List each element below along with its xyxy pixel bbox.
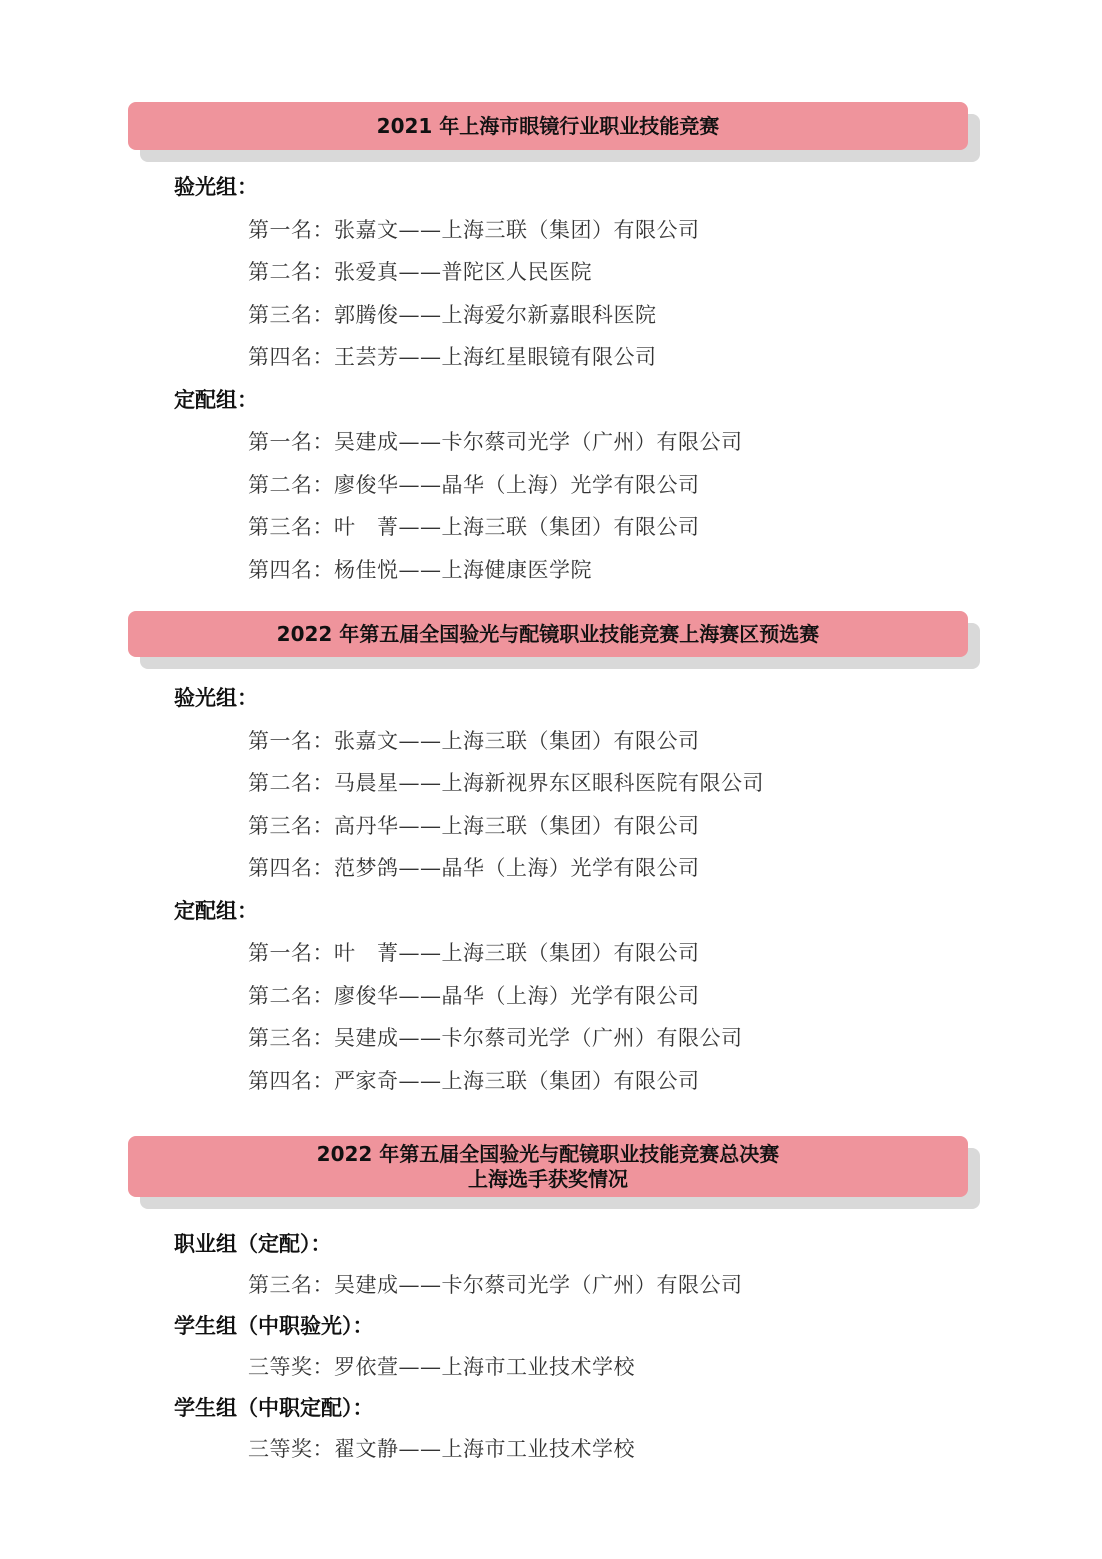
award-entry: 三等奖：翟文静——上海市工业技术学校 [248,1437,635,1461]
group-title-fitting: 定配组： [174,899,258,923]
banner-title-line: 2022 年第五届全国验光与配镜职业技能竞赛总决赛 [316,1141,780,1166]
award-entry: 第二名：廖俊华——晶华（上海）光学有限公司 [248,984,700,1008]
award-entry: 第二名：廖俊华——晶华（上海）光学有限公司 [248,473,700,497]
banner-title [128,611,968,657]
group-title-fitting: 定配组： [174,388,258,412]
award-entry: 三等奖：罗依萱——上海市工业技术学校 [248,1355,635,1379]
award-entry: 第四名：杨佳悦——上海健康医学院 [248,558,592,582]
award-entry: 第四名：王芸芳——上海红星眼镜有限公司 [248,345,657,369]
group-title-optometry: 验光组： [174,686,258,710]
section-banner [128,102,968,150]
award-entry: 第三名：郭腾俊——上海爱尔新嘉眼科医院 [248,303,657,327]
banner-title [128,1136,968,1197]
award-entry: 第二名：张爱真——普陀区人民医院 [248,260,592,284]
group-title-student-fitting: 学生组（中职定配）： [174,1396,374,1420]
banner-title [128,102,968,150]
award-entry: 第二名：马晨星——上海新视界东区眼科医院有限公司 [248,771,764,795]
award-entry: 第四名：严家奇——上海三联（集团）有限公司 [248,1069,700,1093]
award-entry: 第一名：张嘉文——上海三联（集团）有限公司 [248,218,700,242]
banner-title-line: 上海选手获奖情况 [468,1166,628,1191]
award-entry: 第三名：吴建成——卡尔蔡司光学（广州）有限公司 [248,1026,743,1050]
group-title-optometry: 验光组： [174,175,258,199]
award-entry: 第一名：叶 菁——上海三联（集团）有限公司 [248,941,700,965]
banner-title-line: 2022 年第五届全国验光与配镜职业技能竞赛上海赛区预选赛 [276,621,820,646]
award-entry: 第一名：吴建成——卡尔蔡司光学（广州）有限公司 [248,430,743,454]
banner-title-line: 2021 年上海市眼镜行业职业技能竞赛 [376,113,720,138]
group-title-professional-fitting: 职业组（定配）： [174,1232,332,1256]
award-entry: 第三名：叶 菁——上海三联（集团）有限公司 [248,515,700,539]
section-banner [128,611,968,657]
award-entry: 第一名：张嘉文——上海三联（集团）有限公司 [248,729,700,753]
group-title-student-optometry: 学生组（中职验光）： [174,1314,374,1338]
section-banner [128,1136,968,1197]
award-entry: 第三名：高丹华——上海三联（集团）有限公司 [248,814,700,838]
award-entry: 第四名：范梦鸽——晶华（上海）光学有限公司 [248,856,700,880]
award-entry: 第三名：吴建成——卡尔蔡司光学（广州）有限公司 [248,1273,743,1297]
